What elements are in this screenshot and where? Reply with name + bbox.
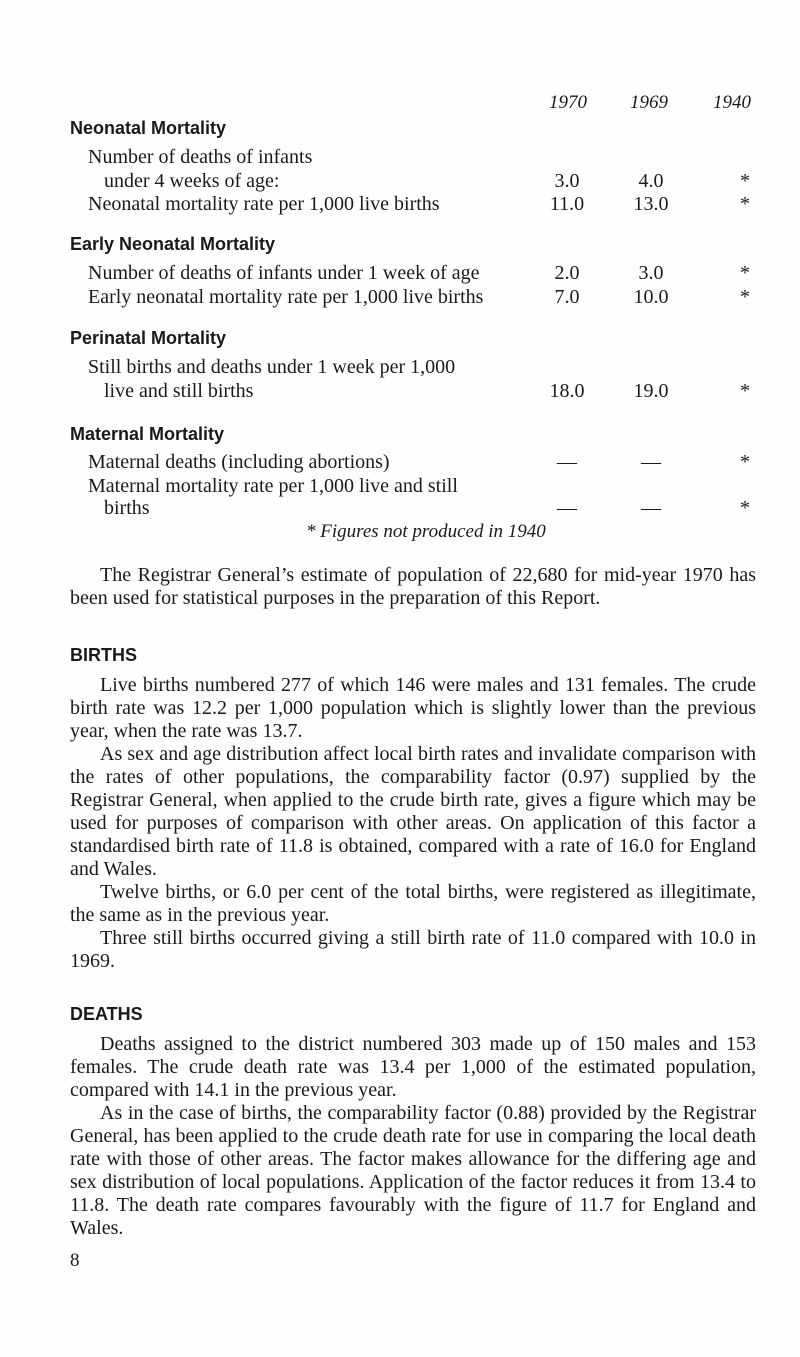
deaths-paragraph: Deaths assigned to the district numbered 303 made up of 150 males and 153 females. The crude death rate was 13.4 per 1,000 of the estimated population, compared with 14.1 in the previous year. (70, 1033, 756, 1101)
row-label: Still births and deaths under 1 week per 1,000 (88, 356, 456, 378)
value-cell: 4.0 (638, 170, 664, 192)
row-label: live and still births (104, 380, 254, 402)
value-cell: — (641, 451, 661, 473)
row-label: Number of deaths of infants (88, 146, 313, 168)
section-heading-maternal: Maternal Mortality (70, 424, 225, 444)
value-cell: * (740, 262, 750, 284)
year-header-1969: 1969 (630, 92, 668, 113)
value-cell: * (740, 451, 750, 473)
value-cell: 3.0 (554, 170, 580, 192)
row-label: Neonatal mortality rate per 1,000 live births (88, 193, 440, 215)
row-label: Number of deaths of infants under 1 week of age (88, 262, 480, 284)
births-paragraph: As sex and age distribution affect local birth rates and invalidate comparison with the rates of other populations, the comparability factor (0.97) supplied by the Registrar General, when applied to the crude birth rate, gives a figure which may be used for purposes of comparison with other areas. On application of this factor a standardised birth rate of 11.8 is obtained, compared with a rate of 16.0 for England and Wales. (70, 743, 756, 880)
value-cell: — (641, 497, 661, 519)
page-number: 8 (70, 1250, 80, 1271)
population-paragraph-block (70, 564, 756, 610)
value-cell: 2.0 (554, 262, 580, 284)
value-cell: — (557, 451, 577, 473)
value-cell: * (740, 170, 750, 192)
deaths-paragraph: As in the case of births, the comparability factor (0.88) provided by the Registrar General, has been applied to the crude death rate for use in comparing the local death rate with those of other areas. The factor makes allowance for the differing age and sex distribution of local populations. Application of the factor reduces it from 13.4 to 11.8. The death rate compares favourably with the figure of 11.7 for England and Wales. (70, 1102, 756, 1239)
value-cell: 7.0 (554, 286, 580, 308)
row-label: under 4 weeks of age: (104, 170, 280, 192)
year-header-1970: 1970 (549, 92, 587, 113)
section-heading-perinatal: Perinatal Mortality (70, 328, 227, 348)
section-heading-neonatal: Neonatal Mortality (70, 118, 227, 138)
row-label: births (104, 497, 150, 519)
value-cell: 18.0 (549, 380, 585, 402)
value-cell: — (557, 497, 577, 519)
row-label: Maternal deaths (including abortions) (88, 451, 390, 473)
value-cell: 10.0 (633, 286, 669, 308)
value-cell: 11.0 (549, 193, 585, 215)
value-cell: 19.0 (633, 380, 669, 402)
births-paragraph: Twelve births, or 6.0 per cent of the total births, were registered as illegitimate, the same as in the previous year. (70, 881, 756, 926)
value-cell: 3.0 (638, 262, 664, 284)
value-cell: * (740, 380, 750, 402)
value-cell: 13.0 (633, 193, 669, 215)
births-heading: BIRTHS (70, 645, 137, 665)
value-cell: * (740, 193, 750, 215)
row-label: Maternal mortality rate per 1,000 live and still (88, 475, 458, 497)
deaths-heading: DEATHS (70, 1004, 143, 1024)
table-footnote: * Figures not produced in 1940 (306, 521, 546, 542)
section-heading-early-neonatal: Early Neonatal Mortality (70, 234, 276, 254)
year-header-1940: 1940 (713, 92, 751, 113)
births-paragraph: Live births numbered 277 of which 146 were males and 131 females. The crude birth rate was 12.2 per 1,000 population which is slightly lower than the previous year, when the rate was 13.7. (70, 674, 756, 742)
births-section (70, 674, 756, 973)
value-cell: * (740, 497, 750, 519)
births-paragraph: Three still births occurred giving a still birth rate of 11.0 compared with 10.0 in 1969. (70, 927, 756, 972)
value-cell: * (740, 286, 750, 308)
deaths-section (70, 1033, 756, 1240)
population-paragraph: The Registrar General’s estimate of population of 22,680 for mid-year 1970 has been used for statistical purposes in the preparation of this Report. (70, 564, 756, 609)
row-label: Early neonatal mortality rate per 1,000 live births (88, 286, 484, 308)
